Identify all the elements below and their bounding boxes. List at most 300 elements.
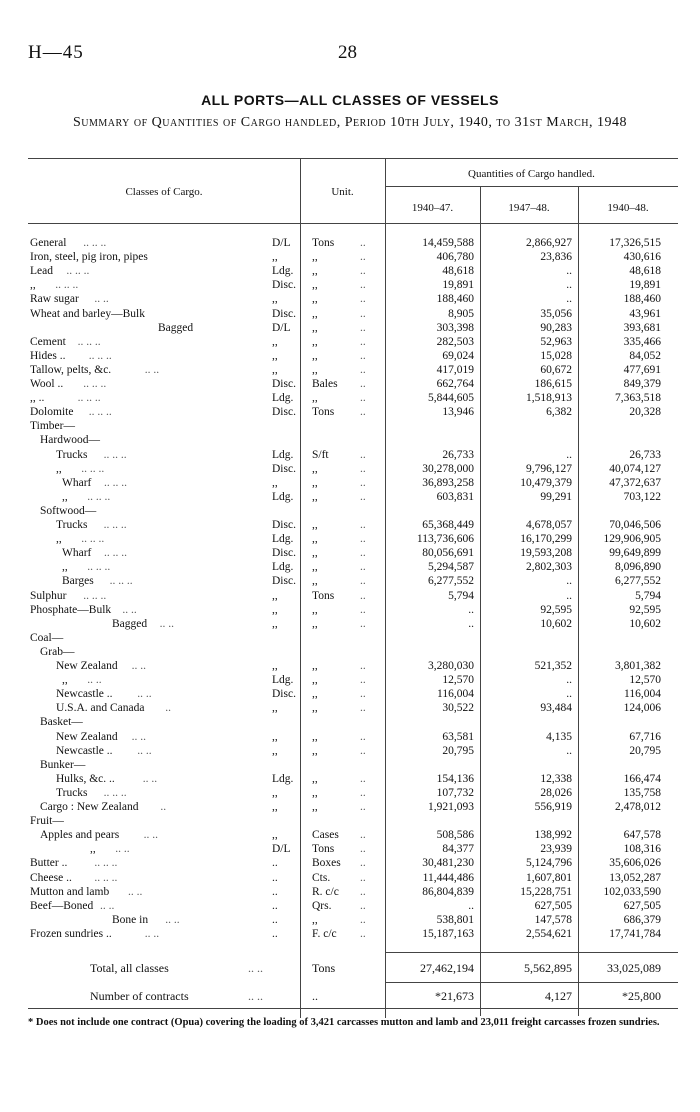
table-row [0, 420, 700, 433]
cell-lead: .. .. [144, 363, 160, 376]
cell-type: Disc. [272, 462, 296, 475]
contracts-row [0, 990, 700, 1003]
cell-label: General [30, 237, 67, 249]
cell-1947-48: 99,291 [540, 490, 572, 503]
cell-type: .. [272, 913, 278, 926]
cell-1940-47: 116,004 [437, 688, 474, 701]
cell-1947-48: 15,228,751 [520, 885, 572, 898]
cell-lead: .. [165, 702, 171, 715]
cell-1940-48: 17,741,784 [609, 927, 661, 940]
cell-1940-48: 5,794 [635, 589, 661, 602]
cell-label: Tallow, pelts, &c. [30, 363, 112, 376]
cell-1940-48: 108,316 [623, 843, 661, 856]
col-header-unit: Unit. [331, 186, 354, 198]
cell-label: ,, [56, 462, 62, 475]
cell-1940-48: 430,616 [623, 251, 661, 264]
cell-unit: ,, [312, 575, 318, 588]
table-row [0, 928, 700, 941]
table-row [0, 660, 700, 673]
cell-lead2: .. [360, 363, 366, 376]
cell-unit: ,, [312, 660, 318, 672]
table-row [0, 688, 700, 701]
cell-type: Disc. [272, 307, 296, 320]
cell-label: Hides .. [30, 349, 66, 362]
col-header-classes: Classes of Cargo. [125, 186, 203, 198]
cell-1940-48: 2,478,012 [615, 801, 661, 813]
cell-label: Raw sugar [30, 293, 79, 306]
cell-type: Disc. [272, 378, 296, 390]
contracts-1940-48: *25,800 [622, 989, 661, 1003]
cell-1940-47: .. [468, 617, 474, 630]
cell-1940-47: 417,019 [436, 363, 474, 376]
cell-1940-47: 1,921,093 [428, 801, 474, 813]
cell-1947-48: 9,796,127 [526, 462, 572, 475]
cell-1940-48: 166,474 [623, 772, 661, 785]
cell-lead2: .. [360, 335, 366, 348]
cell-1940-48: 19,891 [629, 279, 661, 292]
cell-1940-48: 99,649,899 [609, 547, 661, 560]
cell-label: U.S.A. and Canada [56, 702, 145, 715]
cell-lead2: .. [360, 899, 366, 912]
cell-unit: Bales [312, 378, 338, 390]
cell-1947-48: .. [566, 674, 572, 687]
page-subtitle: Summary of Quantities of Cargo handled, Period 10th July, 1940, to 31st March, 1948 [73, 115, 627, 130]
cell-lead: .. .. .. [55, 279, 79, 292]
table-row [0, 646, 700, 659]
cell-lead2: .. [360, 913, 366, 926]
cell-lead2: .. [360, 476, 366, 489]
table-row [0, 406, 700, 419]
cell-1940-48: 35,606,026 [609, 857, 661, 870]
cell-1940-47: 69,024 [442, 349, 474, 362]
cell-lead: .. .. [131, 730, 146, 743]
cell-unit: ,, [312, 617, 318, 630]
cell-unit: ,, [312, 462, 318, 475]
cell-type: D/L [272, 843, 291, 856]
cell-lead: .. .. [142, 772, 158, 785]
cell-lead2: .. [360, 490, 366, 503]
cell-label: Cargo : New Zealand [40, 801, 139, 813]
cell-lead: .. .. .. [81, 462, 105, 475]
footnote: * Does not include one contract (Opua) covering the loading of 3,421 carcasses mutton and lamb and 23,011 freight carcasses frozen sundries. [28, 1017, 660, 1028]
cell-unit: ,, [312, 293, 318, 306]
cell-label: New Zealand [56, 730, 118, 743]
cell-lead2: .. [360, 801, 366, 813]
table-row [0, 632, 700, 645]
cell-type: Disc. [272, 547, 296, 560]
cell-1940-47: 107,732 [436, 786, 474, 799]
contracts-1947-48: 4,127 [545, 989, 572, 1003]
cell-1940-47: 8,905 [448, 307, 474, 320]
cell-unit: ,, [312, 688, 318, 701]
cell-lead2: .. [360, 307, 366, 320]
cell-type: ,, [272, 363, 278, 376]
cell-type: Disc. [272, 279, 296, 292]
cell-lead: .. .. .. [66, 265, 90, 278]
cell-label: Wool .. [30, 378, 64, 390]
total-top-rule [385, 952, 678, 953]
cell-1947-48: 92,595 [540, 603, 572, 616]
col-header-1940-47: 1940–47. [411, 202, 454, 214]
cell-type: Disc. [272, 688, 296, 701]
cell-type: Ldg. [272, 448, 294, 461]
table-row [0, 618, 700, 631]
cell-unit: ,, [312, 744, 318, 757]
cell-lead2: .. [360, 603, 366, 616]
cell-lead: .. .. [94, 293, 109, 306]
cell-unit: ,, [312, 279, 318, 292]
cell-type: Ldg. [272, 674, 294, 687]
cell-label: Frozen sundries .. [30, 927, 112, 940]
cell-1940-48: 703,122 [623, 490, 661, 503]
total-1947-48: 5,562,895 [524, 961, 572, 975]
col-header-1947-48: 1947–48. [508, 202, 550, 214]
table-row [0, 829, 700, 842]
cell-1940-47: 63,581 [442, 730, 474, 743]
cell-type: .. [272, 927, 278, 940]
cell-label: Iron, steel, pig iron, pipes [30, 251, 148, 264]
cell-label: Hardwood— [40, 434, 101, 447]
cell-type: Ldg. [272, 561, 294, 574]
cell-lead2: .. [360, 448, 366, 461]
cell-label: Lead [30, 265, 53, 278]
cell-1947-48: 186,615 [534, 378, 572, 390]
cell-1940-47: 154,136 [436, 772, 474, 785]
col-header-quantities: Quantities of Cargo handled. [468, 168, 595, 180]
cell-1940-48: 3,801,382 [615, 660, 661, 672]
cell-1947-48: 2,554,621 [526, 927, 572, 940]
cell-label: ,, .. [30, 392, 45, 405]
cell-lead2: .. [360, 744, 366, 757]
cell-label: Timber— [30, 420, 75, 433]
cell-lead: .. .. .. [88, 349, 112, 362]
cell-1940-47: 303,398 [436, 321, 474, 334]
cell-type: ,, [272, 829, 278, 842]
cell-1940-48: 12,570 [629, 674, 661, 687]
cell-1940-47: 15,187,163 [422, 927, 474, 940]
cell-lead2: .. [360, 265, 366, 278]
cell-unit: Tons [312, 406, 335, 419]
cell-unit: ,, [312, 561, 318, 574]
cell-type: ,, [272, 660, 278, 672]
cell-unit: Cases [312, 829, 339, 842]
cell-unit: ,, [312, 674, 318, 687]
cell-label: ,, [56, 533, 62, 546]
table-row [0, 900, 700, 913]
contracts-lead: .. .. [248, 989, 263, 1003]
cell-1947-48: 12,338 [540, 772, 572, 785]
cell-1940-48: 26,733 [629, 448, 661, 461]
cell-label: Sulphur [30, 589, 67, 602]
cell-lead: .. .. .. [109, 575, 133, 588]
cell-1940-47: 19,891 [442, 279, 474, 292]
cell-label: Beef—Boned [30, 899, 94, 912]
cell-lead: .. .. .. [83, 589, 107, 602]
cell-1947-48: 10,479,379 [520, 476, 572, 489]
cell-lead2: .. [360, 660, 366, 672]
cell-1947-48: 16,170,299 [520, 533, 572, 546]
cell-lead: .. .. .. [77, 392, 101, 405]
cell-1940-48: 10,602 [629, 617, 661, 630]
cell-type: ,, [272, 702, 278, 715]
cell-1940-48: 686,379 [623, 913, 661, 926]
cell-lead: .. .. [143, 829, 158, 842]
total-1940-48: 33,025,089 [607, 961, 661, 975]
table-row [0, 505, 700, 518]
cell-1940-47: 30,278,000 [422, 462, 474, 475]
cell-1940-48: 129,906,905 [603, 533, 661, 546]
cell-1947-48: 138,992 [534, 829, 572, 842]
cell-type: ,, [272, 589, 278, 602]
cell-lead: .. .. .. [104, 476, 127, 489]
cell-1947-48: 15,028 [540, 349, 572, 362]
cell-label: Trucks [56, 448, 88, 461]
table-row [0, 914, 700, 927]
cell-type: Ldg. [272, 490, 294, 503]
table-top-rule [28, 158, 678, 159]
cell-1947-48: .. [566, 293, 572, 306]
cell-1940-47: 12,570 [442, 674, 474, 687]
cell-type: ,, [272, 603, 278, 616]
cell-label: Butter .. [30, 857, 68, 870]
cell-unit: Tons [312, 237, 335, 249]
cell-1947-48: 93,484 [540, 702, 572, 715]
cell-1940-47: 14,459,588 [422, 237, 474, 249]
cell-1940-48: 7,363,518 [615, 392, 661, 405]
cell-lead2: .. [360, 519, 366, 531]
cell-1947-48: 35,056 [540, 307, 572, 320]
cell-unit: ,, [312, 307, 318, 320]
cell-unit: ,, [312, 321, 318, 334]
cell-unit: ,, [312, 349, 318, 362]
table-row [0, 745, 700, 758]
cell-1940-48: 116,004 [624, 688, 661, 701]
cell-1940-47: 188,460 [436, 293, 474, 306]
cell-unit: Qrs. [312, 899, 332, 912]
cell-lead2: .. [360, 617, 366, 630]
cell-lead2: .. [360, 589, 366, 602]
cell-lead2: .. [360, 378, 366, 390]
cell-lead2: .. [360, 843, 366, 856]
cell-type: ,, [272, 349, 278, 362]
cell-label: Dolomite [30, 406, 74, 419]
cell-1940-47: 6,277,552 [428, 575, 474, 588]
cell-1947-48: 556,919 [534, 801, 572, 813]
cell-1947-48: .. [566, 265, 572, 278]
cell-lead: .. .. .. [77, 335, 101, 348]
cell-lead: .. [160, 801, 167, 813]
cell-1940-48: 17,326,515 [609, 237, 661, 249]
cell-1947-48: 90,283 [540, 321, 572, 334]
subheader-rule [385, 186, 678, 187]
page-number: 28 [338, 42, 357, 63]
cell-1947-48: 23,836 [540, 251, 572, 264]
cell-1947-48: 2,802,303 [526, 561, 572, 574]
cell-lead: .. .. .. [81, 533, 105, 546]
table-row [0, 378, 700, 391]
cell-1940-47: 84,377 [442, 843, 474, 856]
cell-type: .. [272, 885, 278, 898]
cell-lead: .. .. .. [83, 237, 107, 249]
cell-label: ,, [62, 561, 68, 574]
total-lead: .. .. [248, 961, 263, 975]
cell-lead: .. .. [131, 660, 146, 672]
cell-lead2: .. [360, 321, 366, 334]
cell-type: .. [272, 899, 278, 912]
cell-label: Newcastle .. [56, 744, 113, 757]
table-row [0, 308, 700, 321]
col-header-1940-48: 1940–48. [607, 202, 649, 214]
table-row [0, 773, 700, 786]
cell-lead2: .. [360, 251, 366, 264]
cell-unit: ,, [312, 335, 318, 348]
cell-unit: ,, [312, 490, 318, 503]
cell-lead2: .. [360, 730, 366, 743]
cell-1940-47: 113,736,606 [416, 533, 474, 546]
contracts-label: Number of contracts [90, 989, 189, 1003]
table-row [0, 674, 700, 687]
cell-1940-47: 30,522 [442, 702, 474, 715]
cell-lead2: .. [360, 575, 366, 588]
cell-1940-47: 603,831 [436, 490, 474, 503]
table-row [0, 843, 700, 856]
cell-1940-48: 20,795 [629, 744, 661, 757]
cell-type: ,, [272, 293, 278, 306]
cell-1947-48: .. [566, 575, 572, 588]
cell-1940-47: 11,444,486 [422, 871, 474, 884]
cell-1940-48: 102,033,590 [603, 885, 661, 898]
cell-lead2: .. [360, 702, 366, 715]
cell-label: Bunker— [40, 758, 86, 771]
cell-1947-48: 5,124,796 [526, 857, 572, 870]
cell-1947-48: 521,352 [534, 660, 572, 672]
cell-lead: .. .. .. [94, 871, 118, 884]
cell-1940-47: 80,056,691 [422, 547, 474, 560]
cell-lead2: .. [360, 927, 366, 940]
cell-label: Wharf [62, 547, 92, 560]
cell-type: Ldg. [272, 533, 294, 546]
cell-unit: R. c/c [312, 885, 339, 898]
cell-lead: .. .. [165, 913, 180, 926]
cell-1940-47: 662,764 [436, 378, 474, 390]
table-row [0, 434, 700, 447]
cell-1940-48: 849,379 [623, 378, 661, 390]
cell-type: .. [272, 871, 278, 884]
cell-label: ,, [30, 279, 36, 292]
cell-unit: ,, [312, 547, 318, 560]
cell-lead2: .. [360, 772, 366, 785]
cell-1940-48: 40,074,127 [609, 462, 661, 475]
cell-1940-48: 20,328 [629, 406, 661, 419]
contracts-1940-47: *21,673 [435, 989, 474, 1003]
cell-label: Wharf [62, 476, 92, 489]
cell-lead2: .. [360, 279, 366, 292]
cell-unit: ,, [312, 533, 318, 546]
cell-1940-47: 65,368,449 [422, 519, 474, 531]
cell-unit: ,, [312, 730, 318, 743]
cell-1947-48: 1,607,801 [526, 871, 572, 884]
cell-lead: .. .. [159, 617, 174, 630]
cell-1940-48: 48,618 [629, 265, 661, 278]
cell-1940-48: 335,466 [623, 335, 661, 348]
table-row [0, 491, 700, 504]
cell-label: Softwood— [40, 504, 97, 517]
cell-label: Newcastle .. [56, 688, 113, 701]
cell-type: Ldg. [272, 772, 294, 785]
cell-1947-48: 6,382 [546, 406, 572, 419]
cell-type: ,, [272, 744, 278, 757]
cell-1947-48: .. [566, 448, 572, 461]
table-row [0, 815, 700, 828]
cell-lead2: .. [360, 547, 366, 560]
cell-1940-48: 627,505 [623, 899, 661, 912]
cell-type: Disc. [272, 519, 296, 531]
table-row [0, 392, 700, 405]
cell-1940-48: 135,758 [623, 786, 661, 799]
cell-label: Barges [62, 575, 94, 588]
cell-1940-48: 92,595 [629, 603, 661, 616]
cell-1947-48: 28,026 [540, 786, 572, 799]
cell-label: Apples and pears [40, 829, 120, 842]
table-row [0, 463, 700, 476]
total-label: Total, all classes [90, 961, 169, 975]
cell-lead: .. .. .. [83, 378, 107, 390]
cell-1940-48: 647,578 [623, 829, 661, 842]
cell-1947-48: .. [566, 688, 572, 701]
cell-label: Bagged [158, 321, 194, 334]
cell-lead2: .. [360, 871, 366, 884]
cell-unit: ,, [312, 476, 318, 489]
table-row [0, 731, 700, 744]
cell-1947-48: 19,593,208 [520, 547, 572, 560]
table-row [0, 801, 700, 814]
table-row [0, 857, 700, 870]
cell-lead: .. .. [122, 603, 137, 616]
cell-lead2: .. [360, 829, 366, 842]
cell-1947-48: 52,963 [540, 335, 572, 348]
cell-1947-48: 147,578 [534, 913, 572, 926]
cell-type: Ldg. [272, 265, 294, 278]
cell-unit: ,, [312, 801, 318, 813]
cell-1940-47: 5,794 [448, 589, 474, 602]
cell-type: ,, [272, 786, 278, 799]
table-row [0, 293, 700, 306]
table-row [0, 533, 700, 546]
cell-lead: .. .. [100, 899, 115, 912]
cell-1947-48: 4,135 [546, 730, 572, 743]
cell-1940-47: 30,481,230 [422, 857, 474, 870]
table-row [0, 575, 700, 588]
cell-unit: F. c/c [312, 927, 337, 940]
cell-label: Basket— [40, 716, 83, 729]
cell-label: Cheese .. [30, 871, 72, 884]
cell-type: ,, [272, 617, 278, 630]
table-row [0, 872, 700, 885]
cell-label: Hulks, &c. .. [56, 772, 115, 785]
table-row [0, 477, 700, 490]
cell-1940-47: 26,733 [442, 448, 474, 461]
cell-1940-48: 188,460 [623, 293, 661, 306]
cell-1947-48: 627,505 [534, 899, 572, 912]
cell-lead2: .. [360, 349, 366, 362]
cell-unit: ,, [312, 519, 318, 531]
cell-1940-48: 13,052,287 [609, 871, 661, 884]
page-title: ALL PORTS—ALL CLASSES OF VESSELS [201, 92, 499, 108]
cell-lead2: .. [360, 392, 366, 405]
table-row [0, 702, 700, 715]
cell-lead: .. .. .. [88, 406, 112, 419]
cell-lead2: .. [360, 885, 366, 898]
